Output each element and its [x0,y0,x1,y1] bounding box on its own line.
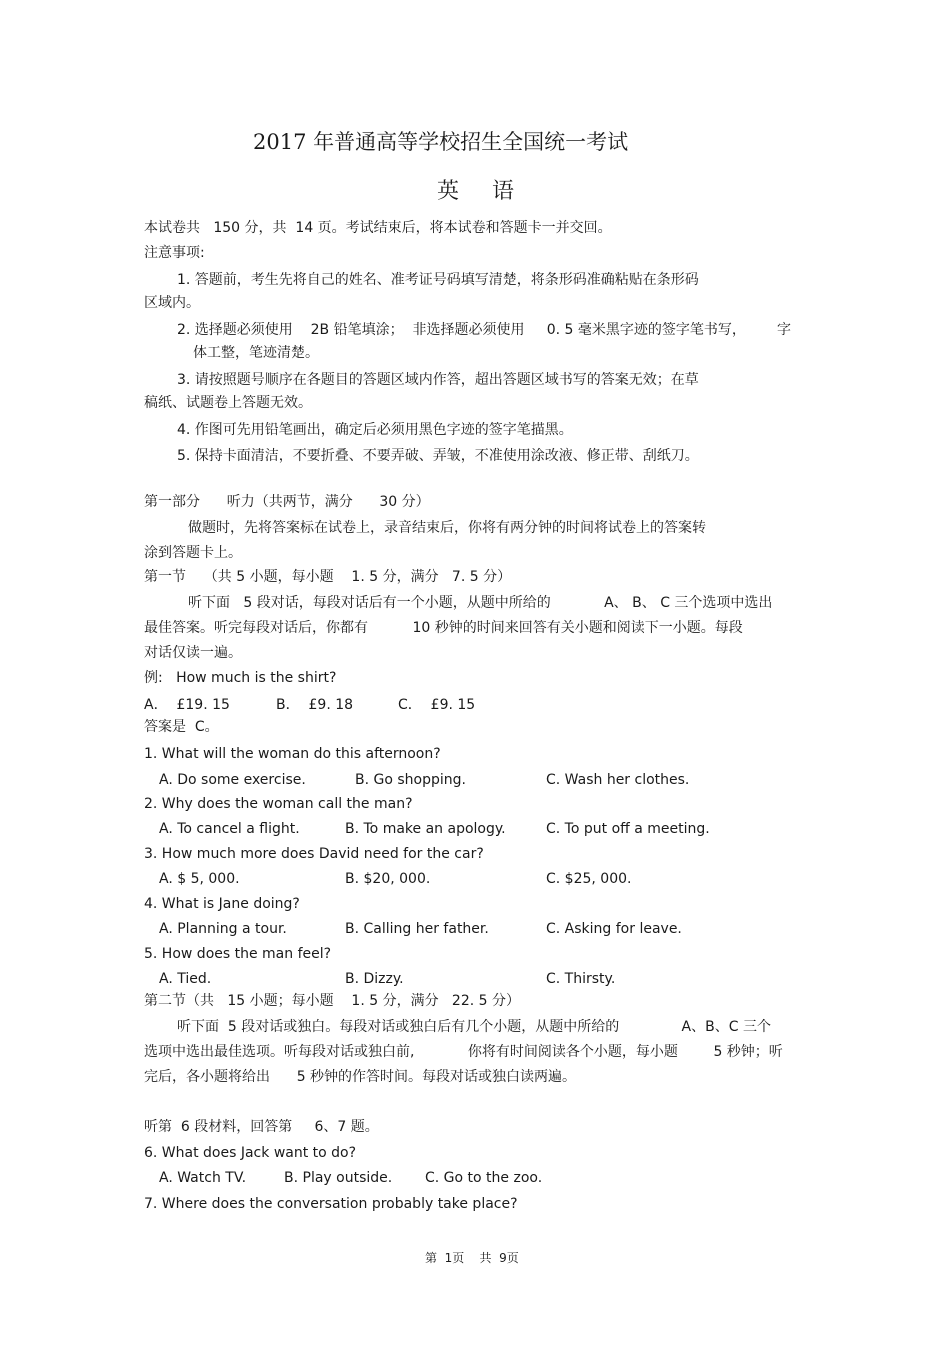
exam-title: 2017 年普通高等学校招生全国统一考试 [253,130,629,154]
question-2-option-b: B. To make an apology. [345,821,506,837]
question-4-option-c: C. Asking for leave. [546,921,682,937]
question-4-option-b: B. Calling her father. [345,921,489,937]
question-6-option-c: C. Go to the zoo. [425,1170,543,1186]
subject-title: 英 语 [437,179,515,204]
question-4-option-a: A. Planning a tour. [159,921,287,937]
question-1-option-a: A. Do some exercise. [159,772,306,788]
section1-instruction: 听下面 5 段对话，每段对话后有一个小题，从题中所给的 A、 B、 C 三个选项中选出 [188,595,773,611]
question-1-option-c: C. Wash her clothes. [546,772,690,788]
notice-item-2: 2. 选择题必须使用 2B 铅笔填涂； 非选择题必须使用 0. 5 毫米黑字迹的签字笔书写， 字 [177,322,792,338]
question-5-option-b: B. Dizzy. [345,971,404,987]
example-option-c: C． £9. 15 [398,697,476,713]
section2-instruction: 听下面 5 段对话或独白。每段对话或独白后有几个小题，从题中所给的 A、B、C 三个 [177,1019,771,1035]
question-2: 2. Why does the woman call the man? [144,796,413,812]
question-6-option-a: A. Watch TV. [159,1170,247,1186]
notice-item-4: 4. 作图可先用铅笔画出，确定后必须用黑色字迹的签字笔描黑。 [177,422,573,438]
notice-item-1-cont: 区域内。 [144,295,200,311]
section1-instruction-end: 对话仅读一遍。 [144,645,242,661]
section1-instruction-cont: 最佳答案。听完每段对话后，你都有 10 秒钟的时间来回答有关小题和阅读下一小题。每段 [144,620,743,636]
example-option-a: A． £19. 15 [144,697,230,713]
question-4: 4. What is Jane doing? [144,896,300,912]
example-question: 例: How much is the shirt? [144,670,337,686]
section2-instruction-end: 完后，各小题将给出 5 秒钟的作答时间。每段对话或独白读两遍。 [144,1069,577,1085]
notice-label: 注意事项: [144,245,205,261]
question-2-option-a: A. To cancel a flight. [159,821,300,837]
question-7: 7. Where does the conversation probably take place? [144,1196,518,1212]
question-1: 1. What will the woman do this afternoon? [144,746,441,762]
part1-instruction: 做题时，先将答案标在试卷上，录音结束后，你将有两分钟的时间将试卷上的答案转 [188,520,706,536]
example-option-b: B． £9. 18 [276,697,354,713]
question-1-option-b: B. Go shopping. [355,772,466,788]
question-6-option-b: B. Play outside. [284,1170,393,1186]
section1-heading: 第一节 （共 5 小题，每小题 1. 5 分，满分 7. 5 分） [144,569,512,585]
page-number: 第 1页 共 9页 [425,1251,519,1265]
notice-item-5: 5. 保持卡面清洁，不要折叠、不要弄破、弄皱，不准使用涂改液、修正带、刮纸刀。 [177,448,699,464]
question-5: 5. How does the man feel? [144,946,332,962]
question-5-option-a: A. Tied. [159,971,212,987]
section2-heading: 第二节（共 15 小题；每小题 1. 5 分，满分 22. 5 分） [144,993,521,1009]
intro-line: 本试卷共 150 分，共 14 页。考试结束后，将本试卷和答题卡一并交回。 [144,220,612,236]
question-3-option-a: A. $ 5, 000. [159,871,240,887]
question-3-option-c: C. $25, 000. [546,871,632,887]
notice-item-3: 3. 请按照题号顺序在各题目的答题区域内作答，超出答题区域书写的答案无效；在草 [177,372,699,388]
question-2-option-c: C. To put off a meeting. [546,821,710,837]
question-3-option-b: B. $20, 000. [345,871,431,887]
question-5-option-c: C. Thirsty. [546,971,616,987]
material-6-label: 听第 6 段材料，回答第 6、7 题。 [144,1119,379,1135]
notice-item-2-cont: 体工整，笔迹清楚。 [193,345,319,361]
notice-item-1: 1. 答题前，考生先将自己的姓名、准考证号码填写清楚，将条形码准确粘贴在条形码 [177,272,699,288]
question-3: 3. How much more does David need for the car? [144,846,484,862]
part1-heading: 第一部分 听力（共两节，满分 30 分） [144,494,430,510]
question-6: 6. What does Jack want to do? [144,1145,357,1161]
example-answer: 答案是 C。 [144,719,219,735]
section2-instruction-cont: 选项中选出最佳选项。听每段对话或独白前, 你将有时间阅读各个小题，每小题 5 秒钟；听 [144,1044,783,1060]
notice-item-3-cont: 稿纸、试题卷上答题无效。 [144,395,312,411]
part1-instruction-cont: 涂到答题卡上。 [144,545,242,561]
